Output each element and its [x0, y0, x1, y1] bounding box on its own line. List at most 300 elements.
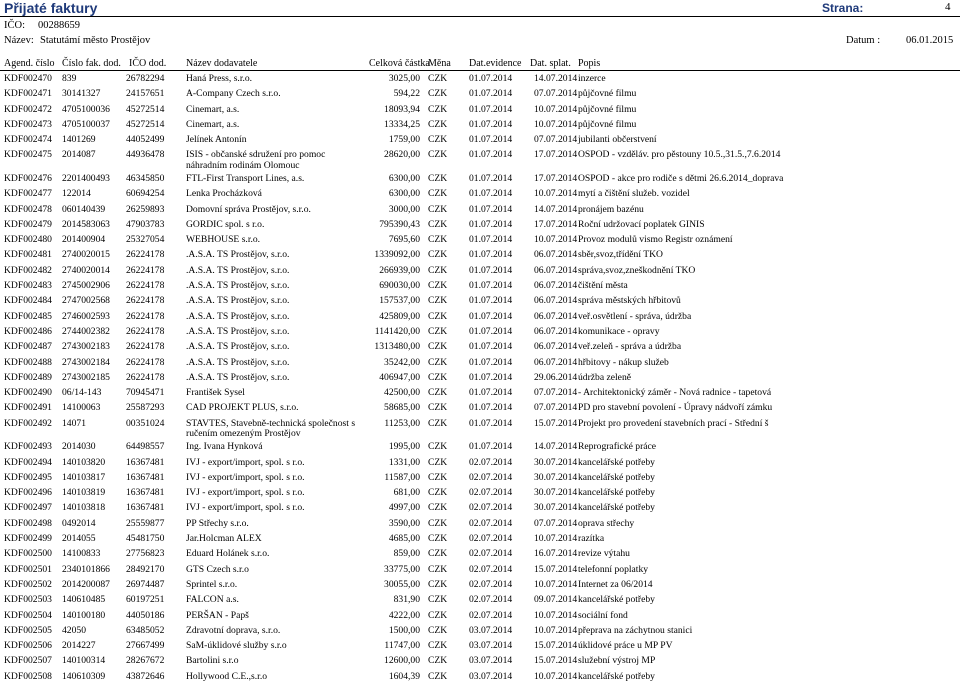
cell-agenda-number: KDF002474 [4, 134, 52, 146]
cell-evidence-date: 01.07.2014 [469, 118, 513, 130]
table-row [0, 233, 960, 248]
cell-supplier-ico: 45481750 [126, 533, 165, 545]
cell-currency: CZK [428, 402, 448, 414]
cell-agenda-number: KDF002489 [4, 371, 52, 383]
cell-supplier-ico: 64498557 [126, 441, 165, 453]
cell-invoice-number: 201400904 [62, 234, 106, 246]
cell-description: čištění města [578, 280, 628, 292]
cell-supplier-name: .A.S.A. TS Prostějov, s.r.o. [186, 356, 290, 368]
cell-description: Reprografické práce [578, 441, 657, 453]
cell-total-amount: 795390,43 [379, 218, 420, 230]
cell-evidence-date: 01.07.2014 [469, 73, 513, 84]
cell-due-date: 06.07.2014 [534, 356, 578, 368]
cell-agenda-number: KDF002480 [4, 234, 52, 246]
cell-currency: CZK [428, 487, 448, 499]
cell-currency: CZK [428, 609, 448, 621]
cell-description: telefonní poplatky [578, 563, 649, 575]
cell-total-amount: 35242,00 [384, 356, 420, 368]
cell-supplier-ico: 16367481 [126, 456, 165, 468]
cell-invoice-number: 2014087 [62, 149, 96, 161]
cell-evidence-date: 02.07.2014 [469, 578, 513, 590]
cell-description: - Architektonický záměr - Nová radnice - tapetová [578, 387, 772, 399]
cell-agenda-number: KDF002471 [4, 88, 52, 100]
date-label: Datum : [846, 35, 881, 46]
cell-due-date: 06.07.2014 [534, 295, 578, 307]
cell-due-date: 06.07.2014 [534, 325, 578, 337]
cell-total-amount: 1331,00 [388, 456, 420, 468]
cell-supplier-ico: 27756823 [126, 548, 165, 560]
cell-supplier-ico: 26224178 [126, 249, 165, 261]
cell-agenda-number: KDF002481 [4, 249, 52, 261]
cell-description: sběr,svoz,třídění TKO [578, 249, 663, 261]
cell-supplier-name: STAVTES, Stavebně-technická společnost s ručením omezeným Prostějov [186, 417, 356, 440]
cell-supplier-name: FALCON a.s. [186, 594, 239, 606]
table-row [0, 310, 960, 325]
table-row [0, 456, 960, 471]
cell-evidence-date: 02.07.2014 [469, 594, 513, 606]
cell-total-amount: 11587,00 [384, 471, 420, 483]
cell-total-amount: 266939,00 [379, 264, 420, 276]
cell-evidence-date: 02.07.2014 [469, 517, 513, 529]
cell-due-date: 15.07.2014 [534, 640, 578, 652]
table-row [0, 371, 960, 386]
cell-evidence-date: 02.07.2014 [469, 563, 513, 575]
cell-supplier-name: Cinemart, a.s. [186, 103, 240, 115]
cell-evidence-date: 01.07.2014 [469, 264, 513, 276]
page-number: 4 [945, 1, 951, 13]
column-header: Dat.evidence [469, 58, 522, 69]
cell-evidence-date: 01.07.2014 [469, 295, 513, 307]
cell-agenda-number: KDF002508 [4, 670, 52, 682]
cell-supplier-name: Jar.Holcman ALEX [186, 533, 262, 545]
cell-due-date: 14.07.2014 [534, 441, 578, 453]
table-row [0, 218, 960, 233]
cell-supplier-name: .A.S.A. TS Prostějov, s.r.o. [186, 325, 290, 337]
table-row [0, 133, 960, 148]
table-row [0, 203, 960, 218]
cell-supplier-ico: 26259893 [126, 203, 165, 215]
cell-currency: CZK [428, 249, 448, 261]
cell-total-amount: 3590,00 [388, 517, 420, 529]
cell-evidence-date: 01.07.2014 [469, 310, 513, 322]
cell-evidence-date: 02.07.2014 [469, 456, 513, 468]
column-header: Dat. splat. [530, 58, 571, 69]
cell-due-date: 06.07.2014 [534, 310, 578, 322]
cell-supplier-name: .A.S.A. TS Prostějov, s.r.o. [186, 264, 290, 276]
cell-agenda-number: KDF002491 [4, 402, 52, 414]
cell-currency: CZK [428, 578, 448, 590]
cell-supplier-ico: 63485052 [126, 624, 165, 636]
cell-supplier-name: IVJ - export/import, spol. s r.o. [186, 487, 305, 499]
cell-description: inzerce [578, 73, 606, 84]
cell-total-amount: 1141420,00 [374, 325, 420, 337]
cell-total-amount: 4997,00 [388, 502, 420, 514]
cell-due-date: 10.07.2014 [534, 670, 578, 682]
cell-agenda-number: KDF002492 [4, 417, 52, 429]
cell-invoice-number: 140103817 [62, 471, 106, 483]
cell-total-amount: 3000,00 [388, 203, 420, 215]
cell-invoice-number: 2014055 [62, 533, 96, 545]
name-label: Název: [4, 35, 34, 46]
cell-invoice-number: 2014030 [62, 441, 96, 453]
cell-supplier-ico: 45272514 [126, 118, 165, 130]
cell-invoice-number: 2743002184 [62, 356, 110, 368]
table-row [0, 532, 960, 547]
cell-evidence-date: 01.07.2014 [469, 188, 513, 200]
cell-currency: CZK [428, 441, 448, 453]
cell-agenda-number: KDF002479 [4, 218, 52, 230]
cell-agenda-number: KDF002472 [4, 103, 52, 115]
cell-total-amount: 1995,00 [388, 441, 420, 453]
cell-due-date: 30.07.2014 [534, 471, 578, 483]
cell-due-date: 30.07.2014 [534, 502, 578, 514]
cell-evidence-date: 01.07.2014 [469, 203, 513, 215]
cell-description: oprava střechy [578, 517, 635, 529]
cell-supplier-name: IVJ - export/import, spol. s r.o. [186, 456, 305, 468]
cell-invoice-number: 2743002185 [62, 371, 110, 383]
cell-invoice-number: 122014 [62, 188, 91, 200]
cell-currency: CZK [428, 624, 448, 636]
cell-currency: CZK [428, 118, 448, 130]
table-row [0, 440, 960, 455]
cell-total-amount: 681,00 [393, 487, 420, 499]
cell-total-amount: 425809,00 [379, 310, 420, 322]
cell-total-amount: 1604,39 [388, 670, 420, 682]
cell-due-date: 15.07.2014 [534, 655, 578, 667]
cell-evidence-date: 01.07.2014 [469, 234, 513, 246]
cell-due-date: 06.07.2014 [534, 341, 578, 353]
cell-currency: CZK [428, 563, 448, 575]
cell-description: OSPOD - akce pro rodiče s dětmi 26.6.2014_doprava [578, 172, 784, 184]
cell-supplier-name: PP Střechy s.r.o. [186, 517, 249, 529]
cell-evidence-date: 02.07.2014 [469, 533, 513, 545]
cell-description: revize výtahu [578, 548, 630, 560]
cell-total-amount: 28620,00 [384, 149, 420, 161]
cell-description: PD pro stavební povolení - Úpravy nádvoří zámku [578, 402, 773, 414]
cell-invoice-number: 2014583063 [62, 218, 110, 230]
table-row [0, 609, 960, 624]
cell-description: kancelářské potřeby [578, 456, 655, 468]
column-header: Celková částka [369, 58, 430, 69]
cell-total-amount: 7695,60 [388, 234, 420, 246]
cell-agenda-number: KDF002504 [4, 609, 52, 621]
cell-description: Projekt pro provedení stavebních prací - Střední š [578, 417, 769, 429]
column-header: Agend. číslo [4, 58, 55, 69]
header-divider [0, 16, 960, 17]
column-header: IČO dod. [129, 58, 167, 69]
cell-supplier-name: Zdravotní doprava, s.r.o. [186, 624, 281, 636]
cell-description: razítka [578, 533, 605, 545]
cell-supplier-ico: 25327054 [126, 234, 165, 246]
table-row [0, 593, 960, 608]
cell-agenda-number: KDF002495 [4, 471, 52, 483]
column-header: Popis [578, 58, 601, 69]
cell-agenda-number: KDF002496 [4, 487, 52, 499]
cell-supplier-name: Eduard Holánek s.r.o. [186, 548, 270, 560]
cell-supplier-name: .A.S.A. TS Prostějov, s.r.o. [186, 371, 290, 383]
cell-agenda-number: KDF002483 [4, 280, 52, 292]
cell-due-date: 16.07.2014 [534, 548, 578, 560]
cell-total-amount: 11747,00 [384, 640, 420, 652]
cell-supplier-ico: 47903783 [126, 218, 165, 230]
cell-due-date: 10.07.2014 [534, 234, 578, 246]
cell-supplier-name: A-Company Czech s.r.o. [186, 88, 281, 100]
cell-currency: CZK [428, 517, 448, 529]
cell-total-amount: 157537,00 [379, 295, 420, 307]
cell-supplier-name: Hollywood C.E.,s.r.o [186, 670, 268, 682]
cell-invoice-number: 4705100037 [62, 118, 110, 130]
cell-agenda-number: KDF002503 [4, 594, 52, 606]
cell-description: služební výstroj MP [578, 655, 656, 667]
cell-currency: CZK [428, 655, 448, 667]
cell-currency: CZK [428, 88, 448, 100]
cell-agenda-number: KDF002494 [4, 456, 52, 468]
cell-supplier-ico: 44050186 [126, 609, 165, 621]
cell-due-date: 10.07.2014 [534, 609, 578, 621]
cell-supplier-name: Haná Press, s.r.o. [186, 73, 253, 84]
cell-due-date: 17.07.2014 [534, 172, 578, 184]
page-title: Přijaté faktury [4, 0, 98, 16]
cell-supplier-ico: 24157651 [126, 88, 165, 100]
cell-total-amount: 859,00 [393, 548, 420, 560]
cell-due-date: 07.07.2014 [534, 402, 578, 414]
cell-total-amount: 18093,94 [384, 103, 420, 115]
cell-supplier-ico: 26224178 [126, 325, 165, 337]
cell-description: jubilanti občerstvení [578, 134, 657, 146]
cell-total-amount: 13334,25 [384, 118, 420, 130]
table-row [0, 654, 960, 669]
table-row [0, 639, 960, 654]
cell-due-date: 10.07.2014 [534, 533, 578, 545]
cell-total-amount: 33775,00 [384, 563, 420, 575]
cell-evidence-date: 01.07.2014 [469, 371, 513, 383]
cell-due-date: 10.07.2014 [534, 103, 578, 115]
cell-invoice-number: 2745002906 [62, 280, 110, 292]
cell-agenda-number: KDF002499 [4, 533, 52, 545]
cell-evidence-date: 01.07.2014 [469, 249, 513, 261]
cell-total-amount: 690030,00 [379, 280, 420, 292]
cell-due-date: 07.07.2014 [534, 387, 578, 399]
table-row [0, 279, 960, 294]
cell-description: komunikace - opravy [578, 325, 660, 337]
cell-total-amount: 11253,00 [384, 417, 420, 429]
cell-description: půjčovné filmu [578, 88, 637, 100]
cell-currency: CZK [428, 548, 448, 560]
cell-agenda-number: KDF002493 [4, 441, 52, 453]
cell-agenda-number: KDF002507 [4, 655, 52, 667]
cell-due-date: 06.07.2014 [534, 264, 578, 276]
cell-agenda-number: KDF002477 [4, 188, 52, 200]
cell-total-amount: 1500,00 [388, 624, 420, 636]
table-row [0, 547, 960, 562]
cell-agenda-number: KDF002498 [4, 517, 52, 529]
cell-agenda-number: KDF002478 [4, 203, 52, 215]
cell-total-amount: 3025,00 [388, 73, 420, 84]
cell-total-amount: 6300,00 [388, 172, 420, 184]
cell-supplier-name: .A.S.A. TS Prostějov, s.r.o. [186, 341, 290, 353]
cell-due-date: 06.07.2014 [534, 280, 578, 292]
cell-agenda-number: KDF002490 [4, 387, 52, 399]
cell-supplier-name: František Sysel [186, 387, 245, 399]
cell-currency: CZK [428, 264, 448, 276]
cell-description: Roční udržovací poplatek GINIS [578, 218, 705, 230]
cell-due-date: 15.07.2014 [534, 563, 578, 575]
table-row [0, 264, 960, 279]
cell-invoice-number: 140103820 [62, 456, 106, 468]
cell-currency: CZK [428, 172, 448, 184]
cell-due-date: 17.07.2014 [534, 149, 578, 161]
cell-supplier-ico: 16367481 [126, 471, 165, 483]
table-row [0, 670, 960, 685]
cell-supplier-ico: 00351024 [126, 417, 165, 429]
cell-invoice-number: 2740020014 [62, 264, 110, 276]
cell-invoice-number: 140100180 [62, 609, 106, 621]
cell-invoice-number: 14071 [62, 417, 86, 429]
table-row [0, 624, 960, 639]
cell-description: správa,svoz,zneškodnění TKO [578, 264, 696, 276]
ico-label: IČO: [4, 20, 25, 31]
table-row [0, 87, 960, 102]
cell-invoice-number: 2014200087 [62, 578, 110, 590]
cell-evidence-date: 01.07.2014 [469, 441, 513, 453]
cell-description: správa městských hřbitovů [578, 295, 681, 307]
cell-evidence-date: 03.07.2014 [469, 670, 513, 682]
cell-evidence-date: 01.07.2014 [469, 103, 513, 115]
cell-supplier-ico: 46345850 [126, 172, 165, 184]
cell-supplier-ico: 26782294 [126, 73, 165, 84]
cell-invoice-number: 839 [62, 73, 77, 84]
cell-supplier-ico: 44052499 [126, 134, 165, 146]
cell-currency: CZK [428, 670, 448, 682]
cell-supplier-name: WEBHOUSE s.r.o. [186, 234, 261, 246]
cell-total-amount: 42500,00 [384, 387, 420, 399]
cell-agenda-number: KDF002505 [4, 624, 52, 636]
cell-invoice-number: 42050 [62, 624, 86, 636]
cell-invoice-number: 140610309 [62, 670, 106, 682]
cell-currency: CZK [428, 280, 448, 292]
cell-supplier-ico: 45272514 [126, 103, 165, 115]
cell-supplier-name: FTL-First Transport Lines, a.s. [186, 172, 305, 184]
cell-supplier-ico: 60197251 [126, 594, 165, 606]
cell-invoice-number: 14100833 [62, 548, 101, 560]
cell-supplier-name: Sprintel s.r.o. [186, 578, 238, 590]
cell-invoice-number: 140103818 [62, 502, 106, 514]
cell-total-amount: 30055,00 [384, 578, 420, 590]
cell-supplier-name: GORDIC spol. s r.o. [186, 218, 265, 230]
cell-supplier-name: CAD PROJEKT PLUS, s.r.o. [186, 402, 299, 414]
cell-agenda-number: KDF002501 [4, 563, 52, 575]
cell-total-amount: 58685,00 [384, 402, 420, 414]
cell-evidence-date: 01.07.2014 [469, 356, 513, 368]
cell-supplier-ico: 26224178 [126, 341, 165, 353]
cell-supplier-ico: 26224178 [126, 371, 165, 383]
cell-supplier-name: IVJ - export/import, spol. s r.o. [186, 502, 305, 514]
cell-currency: CZK [428, 73, 448, 84]
cell-evidence-date: 01.07.2014 [469, 417, 513, 429]
cell-description: kancelářské potřeby [578, 594, 655, 606]
cell-agenda-number: KDF002502 [4, 578, 52, 590]
cell-agenda-number: KDF002484 [4, 295, 52, 307]
cell-invoice-number: 2014227 [62, 640, 96, 652]
cell-supplier-ico: 27667499 [126, 640, 165, 652]
cell-description: údržba zeleně [578, 371, 631, 383]
table-row [0, 325, 960, 340]
table-row [0, 103, 960, 118]
cell-invoice-number: 2747002568 [62, 295, 110, 307]
table-row [0, 471, 960, 486]
cell-currency: CZK [428, 134, 448, 146]
cell-invoice-number: 2340101866 [62, 563, 110, 575]
table-row [0, 501, 960, 516]
cell-evidence-date: 01.07.2014 [469, 280, 513, 292]
cell-due-date: 10.07.2014 [534, 188, 578, 200]
cell-currency: CZK [428, 295, 448, 307]
cell-invoice-number: 14100063 [62, 402, 101, 414]
cell-supplier-name: .A.S.A. TS Prostějov, s.r.o. [186, 280, 290, 292]
cell-description: veř.zeleň - správa a údržba [578, 341, 682, 353]
cell-evidence-date: 01.07.2014 [469, 402, 513, 414]
cell-evidence-date: 02.07.2014 [469, 471, 513, 483]
cell-evidence-date: 02.07.2014 [469, 487, 513, 499]
cell-supplier-name: SaM-úklidové služby s.r.o [186, 640, 287, 652]
cell-currency: CZK [428, 356, 448, 368]
cell-invoice-number: 140103819 [62, 487, 106, 499]
cell-supplier-name: Bartolini s.r.o [186, 655, 239, 667]
cell-supplier-name: PERŠAN - Papš [186, 609, 249, 621]
cell-evidence-date: 02.07.2014 [469, 609, 513, 621]
cell-currency: CZK [428, 387, 448, 399]
cell-invoice-number: 2746002593 [62, 310, 110, 322]
cell-description: kancelářské potřeby [578, 471, 655, 483]
cell-currency: CZK [428, 371, 448, 383]
cell-currency: CZK [428, 640, 448, 652]
cell-total-amount: 1339092,00 [374, 249, 420, 261]
cell-evidence-date: 01.07.2014 [469, 325, 513, 337]
table-row [0, 486, 960, 501]
column-divider [0, 70, 960, 71]
table-row [0, 517, 960, 532]
cell-agenda-number: KDF002497 [4, 502, 52, 514]
table-row [0, 417, 960, 441]
cell-description: kancelářské potřeby [578, 502, 655, 514]
cell-agenda-number: KDF002506 [4, 640, 52, 652]
cell-agenda-number: KDF002470 [4, 73, 52, 84]
cell-currency: CZK [428, 218, 448, 230]
cell-currency: CZK [428, 103, 448, 115]
cell-evidence-date: 01.07.2014 [469, 387, 513, 399]
cell-agenda-number: KDF002473 [4, 118, 52, 130]
cell-due-date: 07.07.2014 [534, 88, 578, 100]
cell-supplier-name: IVJ - export/import, spol. s r.o. [186, 471, 305, 483]
cell-invoice-number: 0492014 [62, 517, 96, 529]
cell-invoice-number: 06/14-143 [62, 387, 102, 399]
cell-supplier-ico: 26974487 [126, 578, 165, 590]
page-label: Strana: [822, 1, 864, 15]
cell-supplier-ico: 26224178 [126, 280, 165, 292]
cell-supplier-ico: 44936478 [126, 149, 165, 161]
cell-supplier-ico: 25559877 [126, 517, 165, 529]
cell-currency: CZK [428, 456, 448, 468]
cell-supplier-ico: 16367481 [126, 502, 165, 514]
table-row [0, 578, 960, 593]
cell-description: Provoz modulů vismo Registr oznámení [578, 234, 733, 246]
cell-due-date: 30.07.2014 [534, 487, 578, 499]
cell-total-amount: 12600,00 [384, 655, 420, 667]
table-row [0, 118, 960, 133]
cell-evidence-date: 02.07.2014 [469, 502, 513, 514]
cell-total-amount: 6300,00 [388, 188, 420, 200]
cell-supplier-ico: 70945471 [126, 387, 165, 399]
